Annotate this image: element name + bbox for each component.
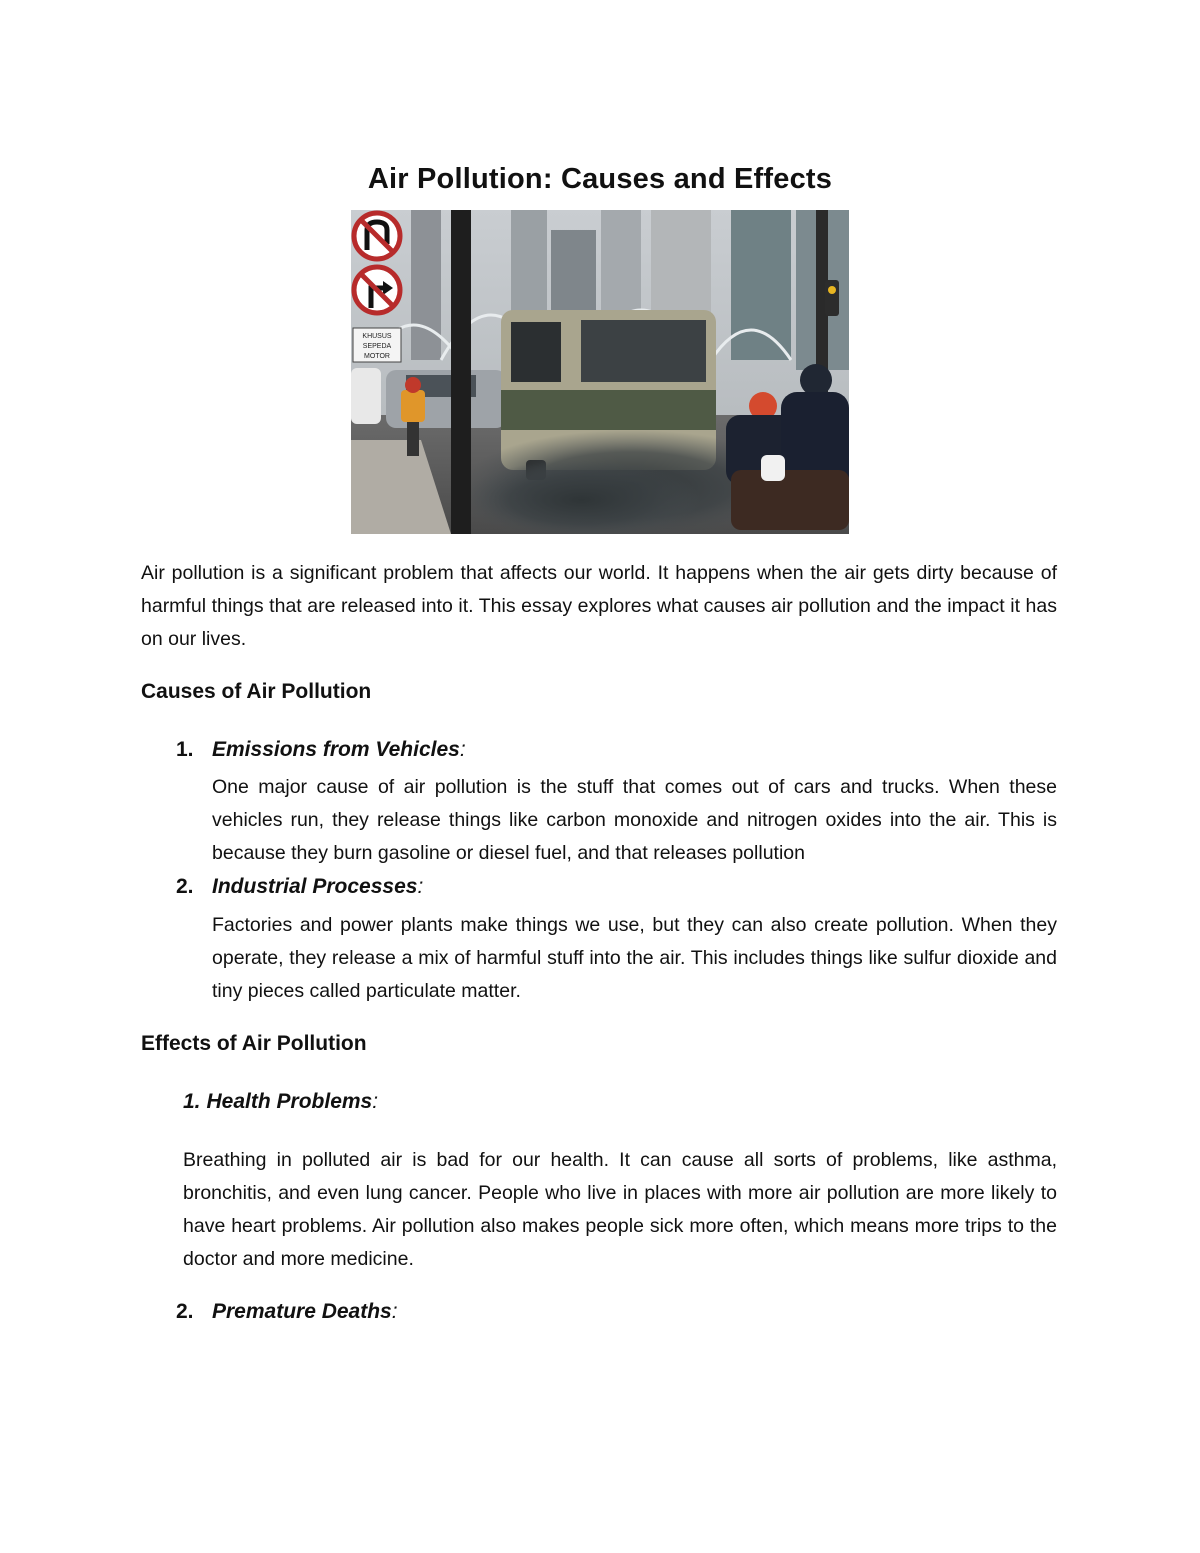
intro-paragraph: Air pollution is a significant problem that affects our world. It happens when the air gets dirty because of harmful things that are released into it. This essay explores what causes air pollution and the impact it has on our lives. (141, 562, 1057, 650)
list-title: Premature Deaths (212, 1300, 392, 1323)
cause-item-body: One major cause of air pollution is the stuff that comes out of cars and trucks. When these vehicles run, they release things like carbon monoxide and nitrogen oxides into the air. This is because they burn gasoline or diesel fuel, and that releases pollution (212, 776, 1057, 864)
cause-item-heading (176, 875, 423, 899)
causes-heading: Causes of Air Pollution (141, 680, 372, 703)
cause-item-body: Factories and power plants make things we use, but they can also create pollution. When they operate, they release a mix of harmful stuff into the air. This includes things like sulfur dioxide and tiny pieces called particulate matter. (212, 914, 1057, 1002)
list-title: Health Problems (206, 1090, 373, 1113)
page-title: Air Pollution: Causes and Effects (367, 163, 833, 196)
sign-text-2: SEPEDA (362, 343, 392, 350)
effect-item-heading (183, 1090, 378, 1114)
list-colon: : (372, 1090, 379, 1113)
list-number: 1. (176, 738, 194, 761)
list-colon: : (459, 738, 466, 761)
list-number: 2. (176, 875, 194, 898)
list-title: Industrial Processes (212, 875, 418, 898)
effect-item-body: Breathing in polluted air is bad for our health. It can cause all sorts of problems, like asthma, bronchitis, and even lung cancer. People who live in places with more air pollution are more likely to have heart problems. Air pollution also makes people sick more often, which means more trips to the doctor and more medicine. (183, 1149, 1057, 1270)
pollution-photo (351, 210, 849, 534)
sign-text-1: KHUSUS (362, 333, 392, 340)
cause-item-heading (176, 738, 466, 762)
list-colon: : (391, 1300, 398, 1323)
list-number: 2. (176, 1300, 194, 1323)
list-number: 1. (183, 1090, 201, 1113)
list-colon: : (417, 875, 424, 898)
sign-text-3: MOTOR (364, 353, 390, 360)
list-title: Emissions from Vehicles (212, 738, 460, 761)
effect-item-heading (176, 1300, 398, 1324)
effects-heading: Effects of Air Pollution (141, 1032, 367, 1055)
